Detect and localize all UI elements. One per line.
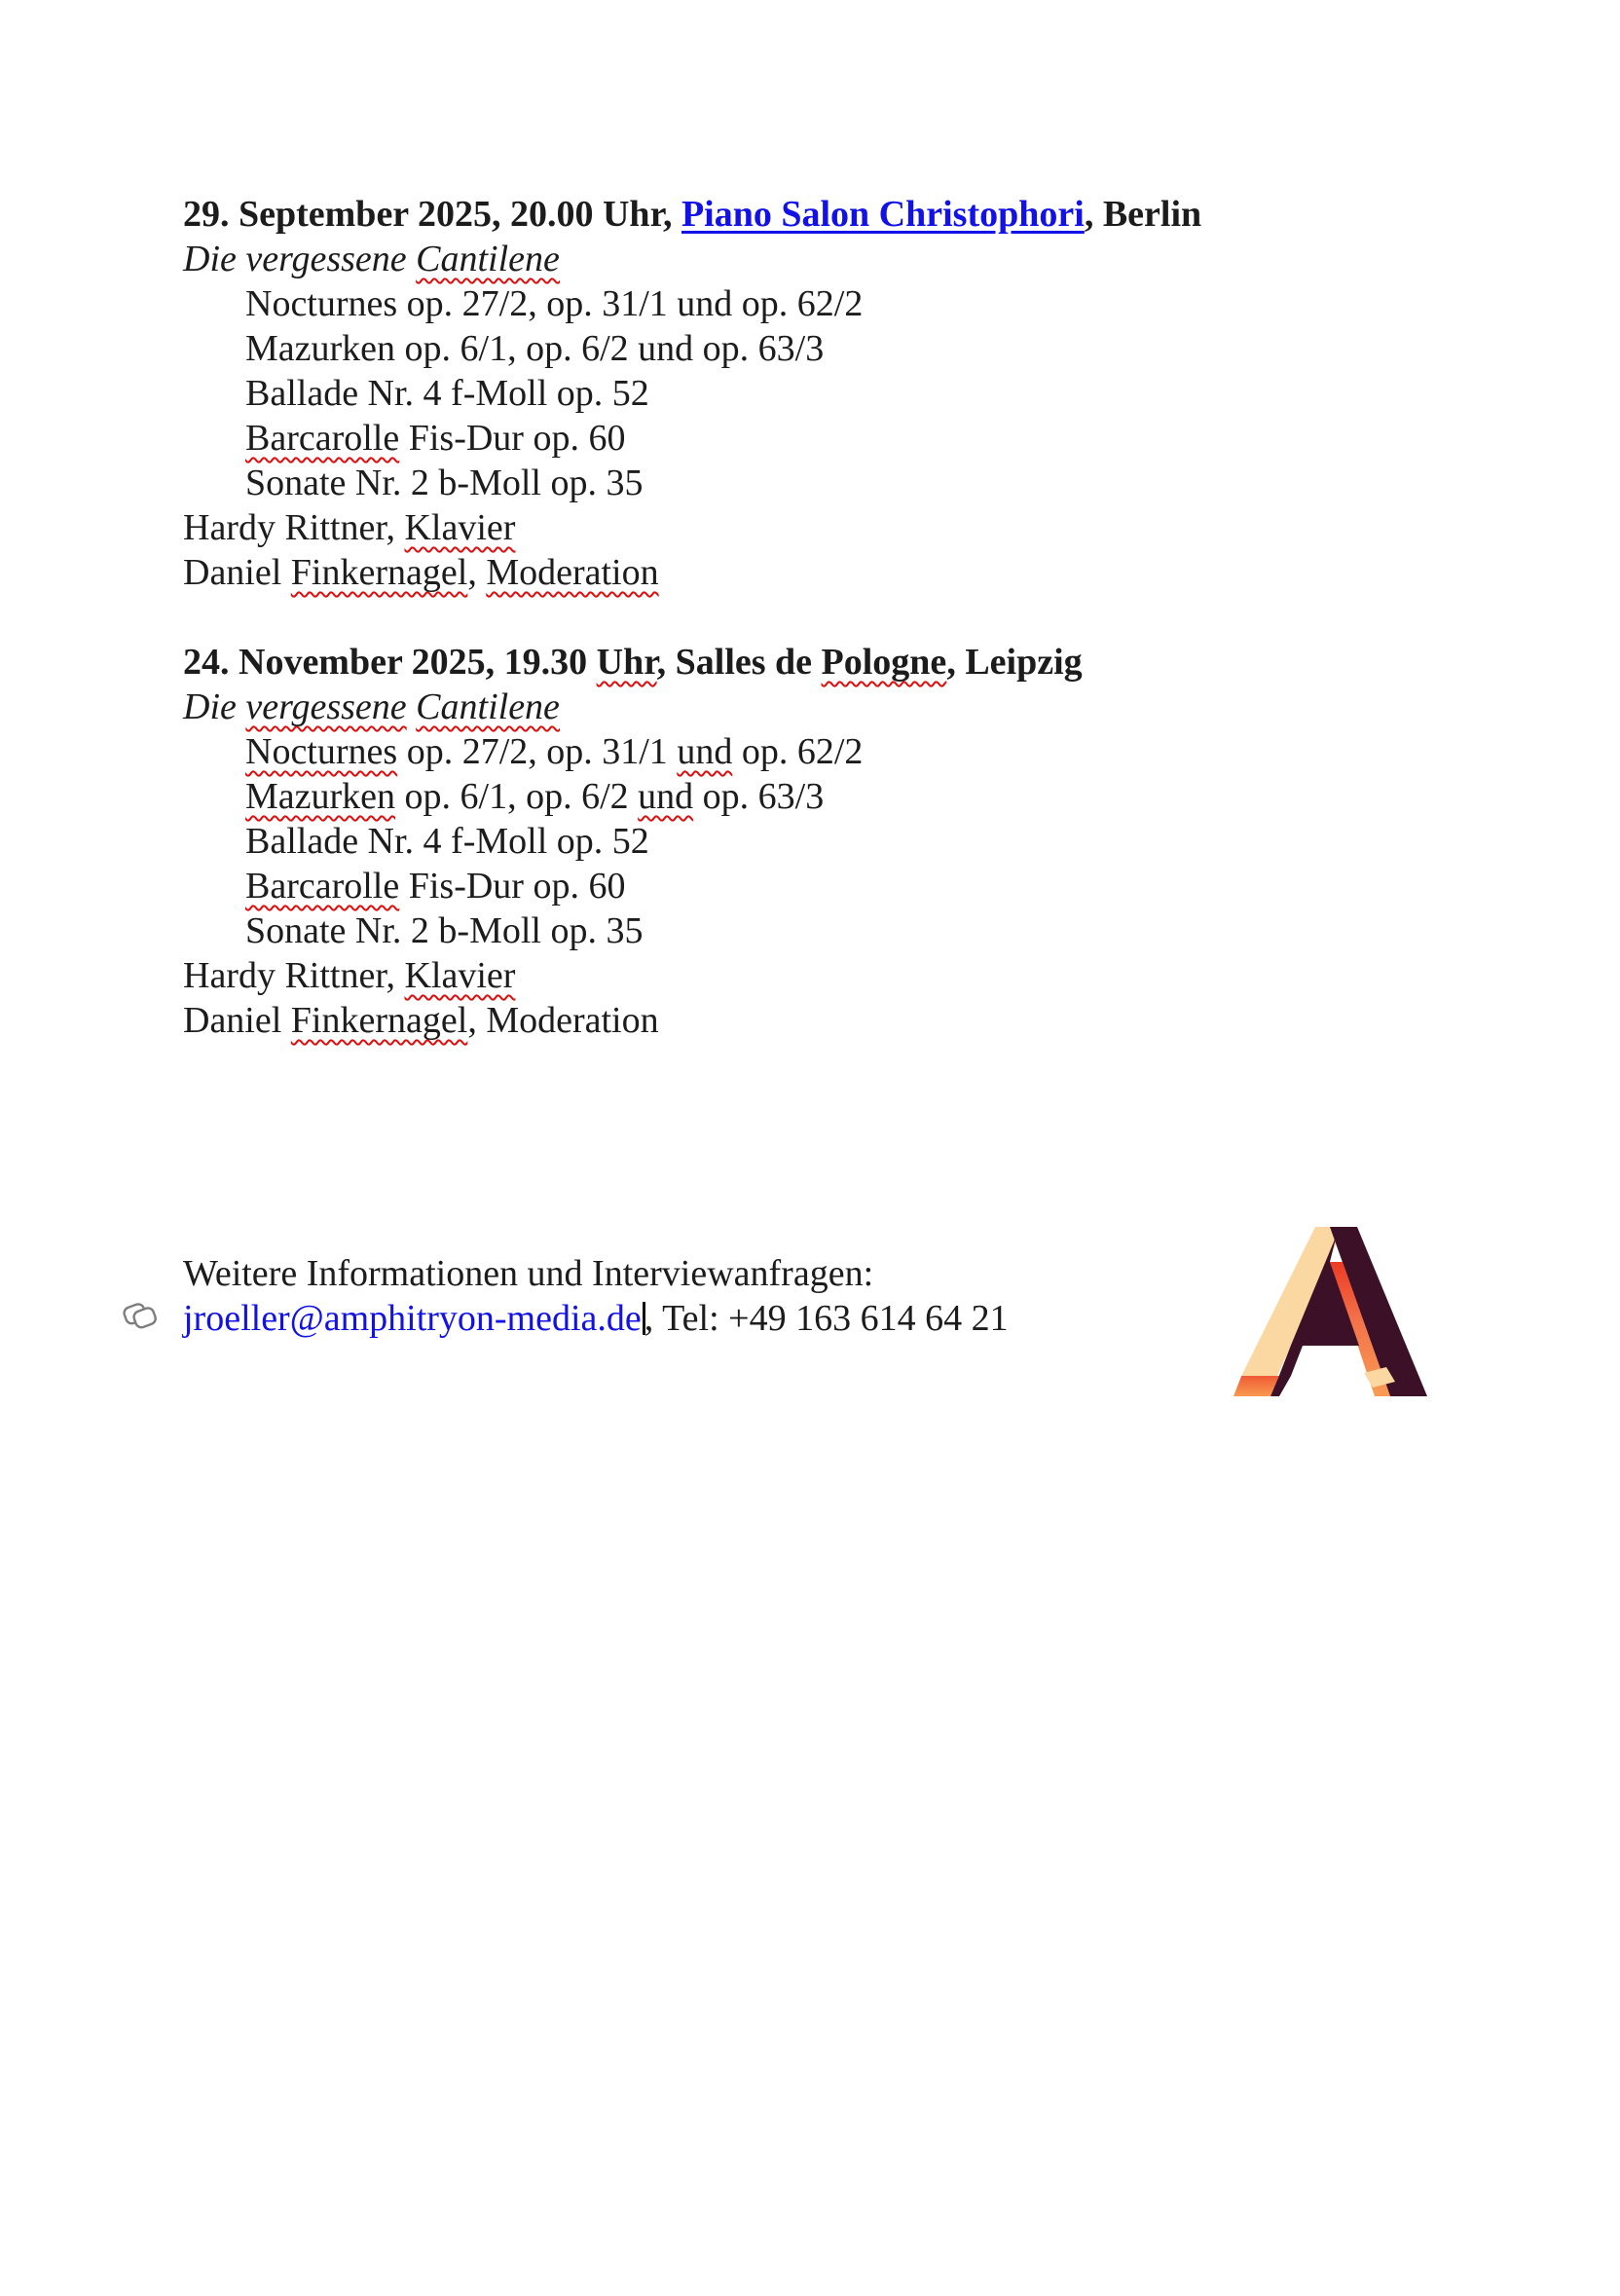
performer-line [183,550,1201,595]
concert-title-text: Die [183,686,246,727]
performer-text: Hardy Rittner, [183,955,405,996]
copy-pages-icon-svg [122,1298,161,1335]
concert-title [183,237,1201,281]
performer-text: Finkernagel [290,552,468,593]
program-line [183,281,1201,326]
program-text: Fis-Dur op. 60 [399,866,626,907]
program-line [183,729,1201,774]
program-line [183,908,1201,953]
performer-text: , Moderation [467,1000,659,1041]
program-text: Mazurken op. 6/1, op. 6/2 und op. 63/3 [245,328,825,369]
program-text: Sonate Nr. 2 b-Moll op. 35 [245,463,644,503]
program-text: Nocturnes op. 27/2, op. 31/1 und op. 62/2 [245,283,864,324]
program-text: Ballade Nr. 4 f-Moll op. 52 [245,821,649,862]
performer-line [183,953,1201,998]
program-line [183,819,1201,864]
contact-detail-line [183,1296,1009,1341]
contact-block [183,1251,1009,1341]
amphitryon-logo-svg [1229,1225,1427,1396]
event-date-text: 24. November 2025, 19.30 [183,642,597,683]
program-text: Sonate Nr. 2 b-Moll op. 35 [245,910,644,951]
event-city-text: , Leipzig [946,642,1083,683]
copy-pages-icon[interactable] [122,1298,161,1335]
concert-title [183,685,1201,729]
program-text: und [638,776,694,817]
document-body [183,192,1201,1043]
program-line [183,326,1201,371]
program-text: op. 6/1, op. 6/2 [395,776,639,817]
concert-title-text: Die vergessene [183,239,417,279]
program-text: Fis-Dur op. 60 [399,418,626,459]
performer-text: Finkernagel [290,1000,468,1041]
program-text: op. 63/3 [693,776,825,817]
event-city-text: , Berlin [1084,194,1202,235]
performer-line [183,505,1201,550]
concert-title-text: vergessene [245,686,407,727]
amphitryon-logo [1229,1225,1427,1396]
venue-link[interactable]: Piano Salon Christophori [681,194,1085,235]
program-line [183,774,1201,819]
program-text: Mazurken [245,776,396,817]
concert-title-text: Cantilene [416,239,560,279]
performer-text: Daniel [183,1000,291,1041]
event-heading [183,640,1201,685]
event-block [183,192,1201,595]
event-date-text: 29. September 2025, 20.00 Uhr, [183,194,681,235]
event-venue-text: Pologne [821,642,947,683]
performer-text: Hardy Rittner, [183,507,405,548]
event-date-text: Uhr [596,642,657,683]
concert-title-text [407,686,417,727]
performer-text: Klavier [404,507,516,548]
performer-text: Daniel [183,552,291,593]
performer-text: , [467,552,487,593]
contact-info-line [183,1251,1009,1296]
event-block [183,640,1201,1043]
program-text: op. 62/2 [732,731,864,772]
program-text: Barcarolle [245,418,400,459]
performer-line [183,998,1201,1043]
program-line [183,371,1201,416]
contact-info-text: Weitere Informationen und Interviewanfragen: [183,1253,874,1294]
performer-text: Klavier [404,955,516,996]
program-text: Barcarolle [245,866,400,907]
program-line [183,864,1201,908]
program-text: Nocturnes [245,731,398,772]
concert-title-text: Cantilene [416,686,560,727]
event-heading [183,192,1201,237]
program-line [183,461,1201,505]
program-text: Ballade Nr. 4 f-Moll op. 52 [245,373,649,414]
program-text: op. 27/2, op. 31/1 [397,731,678,772]
program-text: und [677,731,733,772]
phone-text: , Tel: +49 163 614 64 21 [644,1298,1009,1339]
email-link[interactable]: jroeller@amphitryon-media.de [183,1298,642,1339]
performer-text: Moderation [486,552,659,593]
event-venue-text: , Salles de [656,642,822,683]
program-line [183,416,1201,461]
